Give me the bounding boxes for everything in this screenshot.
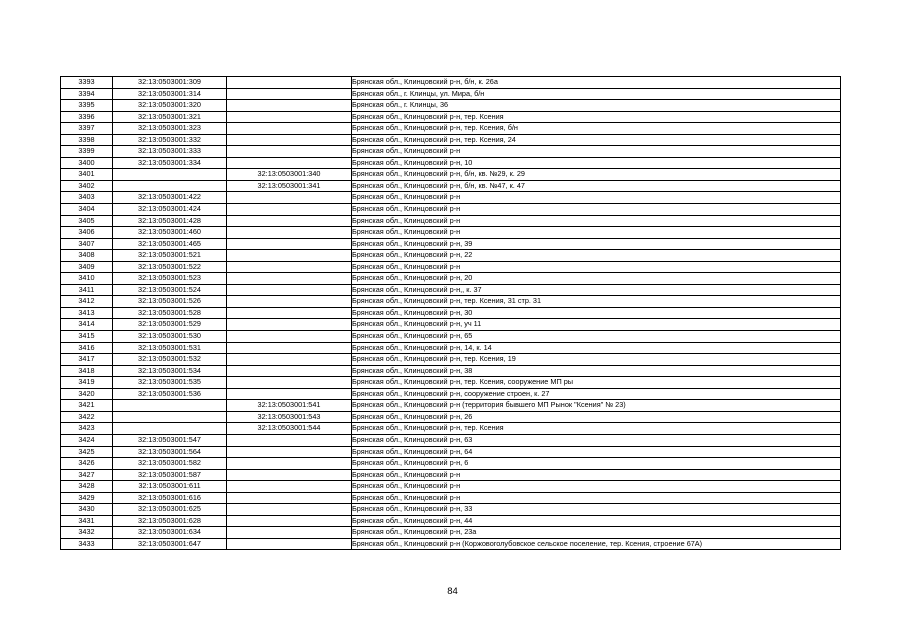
table-row	[61, 77, 841, 89]
table-row	[61, 238, 841, 250]
address-cell: Брянская обл., Клинцовский р-н	[352, 204, 841, 216]
row-number-cell: 3396	[61, 111, 113, 123]
cadastral-number-cell: 32:13:0503001:333	[113, 146, 227, 158]
cadastral-number-alt-cell	[227, 365, 352, 377]
address-cell: Брянская обл., Клинцовский р-н	[352, 481, 841, 493]
row-number-cell: 3428	[61, 481, 113, 493]
table-row	[61, 111, 841, 123]
cadastral-number-alt-cell: 32:13:0503001:340	[227, 169, 352, 181]
table-row	[61, 146, 841, 158]
address-cell: Брянская обл., Клинцовский р-н	[352, 469, 841, 481]
table-row	[61, 296, 841, 308]
cadastral-number-cell	[113, 411, 227, 423]
cadastral-number-cell: 32:13:0503001:526	[113, 296, 227, 308]
row-number-cell: 3404	[61, 204, 113, 216]
row-number-cell: 3405	[61, 215, 113, 227]
cadastral-number-cell: 32:13:0503001:611	[113, 481, 227, 493]
cadastral-number-alt-cell	[227, 111, 352, 123]
cadastral-number-alt-cell	[227, 88, 352, 100]
row-number-cell: 3408	[61, 250, 113, 262]
table-row	[61, 215, 841, 227]
cadastral-number-alt-cell	[227, 307, 352, 319]
address-cell: Брянская обл., Клинцовский р-н	[352, 215, 841, 227]
table-row	[61, 538, 841, 550]
cadastral-number-cell: 32:13:0503001:625	[113, 504, 227, 516]
address-cell: Брянская обл., Клинцовский р-н, 6	[352, 458, 841, 470]
row-number-cell: 3401	[61, 169, 113, 181]
row-number-cell: 3397	[61, 123, 113, 135]
table-row	[61, 273, 841, 285]
row-number-cell: 3409	[61, 261, 113, 273]
table-row	[61, 411, 841, 423]
table-row	[61, 123, 841, 135]
address-cell: Брянская обл., г. Клинцы, ул. Мира, б/н	[352, 88, 841, 100]
table-row	[61, 100, 841, 112]
row-number-cell: 3410	[61, 273, 113, 285]
cadastral-number-alt-cell	[227, 157, 352, 169]
address-cell: Брянская обл., Клинцовский р-н, б/н, к. 26а	[352, 77, 841, 89]
cadastral-number-alt-cell	[227, 388, 352, 400]
row-number-cell: 3416	[61, 342, 113, 354]
address-cell: Брянская обл., Клинцовский р-н	[352, 146, 841, 158]
cadastral-number-alt-cell	[227, 342, 352, 354]
row-number-cell: 3418	[61, 365, 113, 377]
table-row	[61, 88, 841, 100]
row-number-cell: 3414	[61, 319, 113, 331]
table-row	[61, 423, 841, 435]
address-cell: Брянская обл., Клинцовский р-н, 44	[352, 515, 841, 527]
table-row	[61, 504, 841, 516]
address-cell: Брянская обл., Клинцовский р-н, 64	[352, 446, 841, 458]
cadastral-number-cell	[113, 400, 227, 412]
table-row	[61, 307, 841, 319]
cadastral-number-cell: 32:13:0503001:529	[113, 319, 227, 331]
row-number-cell: 3426	[61, 458, 113, 470]
cadastral-number-cell: 32:13:0503001:428	[113, 215, 227, 227]
cadastral-number-cell: 32:13:0503001:422	[113, 192, 227, 204]
cadastral-number-cell	[113, 180, 227, 192]
cadastral-number-cell: 32:13:0503001:564	[113, 446, 227, 458]
address-cell: Брянская обл., Клинцовский р-н, тер. Ксения, сооружение МП ры	[352, 377, 841, 389]
address-cell: Брянская обл., Клинцовский р-н, 22	[352, 250, 841, 262]
address-cell: Брянская обл., Клинцовский р-н, 38	[352, 365, 841, 377]
cadastral-number-cell: 32:13:0503001:535	[113, 377, 227, 389]
row-number-cell: 3415	[61, 331, 113, 343]
cadastral-number-alt-cell	[227, 261, 352, 273]
cadastral-number-alt-cell	[227, 296, 352, 308]
table-row	[61, 354, 841, 366]
cadastral-number-alt-cell: 32:13:0503001:543	[227, 411, 352, 423]
cadastral-number-alt-cell	[227, 100, 352, 112]
row-number-cell: 3430	[61, 504, 113, 516]
cadastral-number-alt-cell	[227, 527, 352, 539]
cadastral-number-cell: 32:13:0503001:532	[113, 354, 227, 366]
table-row	[61, 469, 841, 481]
table-row	[61, 261, 841, 273]
address-cell: Брянская обл., Клинцовский р-н, сооружение строен, к. 27	[352, 388, 841, 400]
cadastral-number-cell: 32:13:0503001:320	[113, 100, 227, 112]
address-cell: Брянская обл., Клинцовский р-н	[352, 192, 841, 204]
cadastral-number-cell: 32:13:0503001:530	[113, 331, 227, 343]
row-number-cell: 3417	[61, 354, 113, 366]
cadastral-number-alt-cell	[227, 377, 352, 389]
cadastral-number-cell: 32:13:0503001:536	[113, 388, 227, 400]
cadastral-number-alt-cell	[227, 215, 352, 227]
cadastral-number-cell: 32:13:0503001:528	[113, 307, 227, 319]
address-cell: Брянская обл., Клинцовский р-н	[352, 492, 841, 504]
table-row	[61, 365, 841, 377]
cadastral-number-alt-cell	[227, 504, 352, 516]
address-cell: Брянская обл., Клинцовский р-н, 23а	[352, 527, 841, 539]
cadastral-number-cell	[113, 169, 227, 181]
address-cell: Брянская обл., Клинцовский р-н, тер. Ксения, 19	[352, 354, 841, 366]
cadastral-number-alt-cell	[227, 227, 352, 239]
row-number-cell: 3419	[61, 377, 113, 389]
table-row	[61, 400, 841, 412]
cadastral-number-cell: 32:13:0503001:309	[113, 77, 227, 89]
cadastral-number-alt-cell	[227, 134, 352, 146]
address-cell: Брянская обл., Клинцовский р-н, 26	[352, 411, 841, 423]
address-cell: Брянская обл., Клинцовский р-н, тер. Ксения, 24	[352, 134, 841, 146]
address-cell: Брянская обл., Клинцовский р-н, 63	[352, 434, 841, 446]
cadastral-number-alt-cell	[227, 250, 352, 262]
cadastral-number-cell: 32:13:0503001:334	[113, 157, 227, 169]
row-number-cell: 3433	[61, 538, 113, 550]
table-row	[61, 250, 841, 262]
address-cell: Брянская обл., Клинцовский р-н, 39	[352, 238, 841, 250]
cadastral-number-alt-cell	[227, 273, 352, 285]
cadastral-number-cell: 32:13:0503001:521	[113, 250, 227, 262]
registry-table-body	[61, 77, 841, 550]
row-number-cell: 3394	[61, 88, 113, 100]
row-number-cell: 3422	[61, 411, 113, 423]
row-number-cell: 3399	[61, 146, 113, 158]
cadastral-number-alt-cell: 32:13:0503001:541	[227, 400, 352, 412]
row-number-cell: 3431	[61, 515, 113, 527]
address-cell: Брянская обл., Клинцовский р-н, 20	[352, 273, 841, 285]
table-row	[61, 434, 841, 446]
address-cell: Брянская обл., Клинцовский р-н, тер. Ксения, 31 стр. 31	[352, 296, 841, 308]
cadastral-number-cell: 32:13:0503001:424	[113, 204, 227, 216]
cadastral-number-alt-cell	[227, 354, 352, 366]
cadastral-number-cell: 32:13:0503001:323	[113, 123, 227, 135]
table-row	[61, 319, 841, 331]
cadastral-number-cell: 32:13:0503001:531	[113, 342, 227, 354]
row-number-cell: 3423	[61, 423, 113, 435]
address-cell: Брянская обл., Клинцовский р-н, б/н, кв. №29, к. 29	[352, 169, 841, 181]
table-row	[61, 377, 841, 389]
row-number-cell: 3402	[61, 180, 113, 192]
cadastral-number-alt-cell: 32:13:0503001:341	[227, 180, 352, 192]
table-row	[61, 284, 841, 296]
row-number-cell: 3429	[61, 492, 113, 504]
table-row	[61, 204, 841, 216]
table-row	[61, 388, 841, 400]
table-row	[61, 527, 841, 539]
row-number-cell: 3425	[61, 446, 113, 458]
cadastral-number-alt-cell	[227, 446, 352, 458]
address-cell: Брянская обл., Клинцовский р-н, уч 11	[352, 319, 841, 331]
address-cell: Брянская обл., г. Клинцы, 36	[352, 100, 841, 112]
address-cell: Брянская обл., Клинцовский р-н, тер. Ксения, б/н	[352, 123, 841, 135]
row-number-cell: 3406	[61, 227, 113, 239]
cadastral-number-cell: 32:13:0503001:582	[113, 458, 227, 470]
cadastral-number-cell: 32:13:0503001:547	[113, 434, 227, 446]
address-cell: Брянская обл., Клинцовский р-н, тер. Ксения	[352, 111, 841, 123]
cadastral-number-alt-cell	[227, 481, 352, 493]
row-number-cell: 3420	[61, 388, 113, 400]
table-row	[61, 180, 841, 192]
address-cell: Брянская обл., Клинцовский р-н (территория бывшего МП Рынок "Ксения" № 23)	[352, 400, 841, 412]
cadastral-number-cell: 32:13:0503001:314	[113, 88, 227, 100]
table-row	[61, 458, 841, 470]
cadastral-number-alt-cell	[227, 458, 352, 470]
row-number-cell: 3421	[61, 400, 113, 412]
cadastral-number-alt-cell	[227, 469, 352, 481]
table-row	[61, 134, 841, 146]
cadastral-number-alt-cell: 32:13:0503001:544	[227, 423, 352, 435]
cadastral-number-alt-cell	[227, 331, 352, 343]
address-cell: Брянская обл., Клинцовский р-н	[352, 227, 841, 239]
table-row	[61, 227, 841, 239]
cadastral-number-alt-cell	[227, 319, 352, 331]
row-number-cell: 3393	[61, 77, 113, 89]
cadastral-number-cell: 32:13:0503001:523	[113, 273, 227, 285]
table-row	[61, 331, 841, 343]
row-number-cell: 3413	[61, 307, 113, 319]
cadastral-number-cell: 32:13:0503001:534	[113, 365, 227, 377]
cadastral-number-alt-cell	[227, 515, 352, 527]
address-cell: Брянская обл., Клинцовский р-н, 65	[352, 331, 841, 343]
cadastral-number-cell: 32:13:0503001:647	[113, 538, 227, 550]
table-row	[61, 192, 841, 204]
address-cell: Брянская обл., Клинцовский р-н (Коржовоголубовское сельское поселение, тер. Ксения, строение 67А)	[352, 538, 841, 550]
row-number-cell: 3427	[61, 469, 113, 481]
cadastral-number-cell: 32:13:0503001:634	[113, 527, 227, 539]
row-number-cell: 3395	[61, 100, 113, 112]
row-number-cell: 3403	[61, 192, 113, 204]
cadastral-number-cell: 32:13:0503001:460	[113, 227, 227, 239]
address-cell: Брянская обл., Клинцовский р-н, б/н, кв. №47, к. 47	[352, 180, 841, 192]
row-number-cell: 3398	[61, 134, 113, 146]
row-number-cell: 3400	[61, 157, 113, 169]
cadastral-number-alt-cell	[227, 238, 352, 250]
cadastral-number-alt-cell	[227, 538, 352, 550]
cadastral-number-alt-cell	[227, 284, 352, 296]
cadastral-number-cell: 32:13:0503001:628	[113, 515, 227, 527]
page-number: 84	[447, 586, 458, 597]
cadastral-number-cell	[113, 423, 227, 435]
table-row	[61, 157, 841, 169]
address-cell: Брянская обл., Клинцовский р-н, 33	[352, 504, 841, 516]
address-cell: Брянская обл., Клинцовский р-н	[352, 261, 841, 273]
table-row	[61, 515, 841, 527]
table-row	[61, 342, 841, 354]
address-cell: Брянская обл., Клинцовский р-н, 14, к. 14	[352, 342, 841, 354]
address-cell: Брянская обл., Клинцовский р-н, тер. Ксения	[352, 423, 841, 435]
row-number-cell: 3412	[61, 296, 113, 308]
cadastral-number-alt-cell	[227, 123, 352, 135]
address-cell: Брянская обл., Клинцовский р-н, 10	[352, 157, 841, 169]
cadastral-number-alt-cell	[227, 77, 352, 89]
cadastral-number-cell: 32:13:0503001:332	[113, 134, 227, 146]
cadastral-number-cell: 32:13:0503001:616	[113, 492, 227, 504]
row-number-cell: 3407	[61, 238, 113, 250]
cadastral-number-cell: 32:13:0503001:465	[113, 238, 227, 250]
cadastral-number-cell: 32:13:0503001:587	[113, 469, 227, 481]
table-row	[61, 481, 841, 493]
cadastral-number-cell: 32:13:0503001:522	[113, 261, 227, 273]
table-row	[61, 492, 841, 504]
cadastral-number-alt-cell	[227, 146, 352, 158]
address-cell: Брянская обл., Клинцовский р-н, 30	[352, 307, 841, 319]
row-number-cell: 3411	[61, 284, 113, 296]
cadastral-number-alt-cell	[227, 434, 352, 446]
cadastral-number-alt-cell	[227, 192, 352, 204]
row-number-cell: 3432	[61, 527, 113, 539]
cadastral-number-cell: 32:13:0503001:524	[113, 284, 227, 296]
address-cell: Брянская обл., Клинцовский р-н,, к. 37	[352, 284, 841, 296]
table-row	[61, 169, 841, 181]
row-number-cell: 3424	[61, 434, 113, 446]
cadastral-number-alt-cell	[227, 492, 352, 504]
registry-table	[60, 76, 841, 550]
table-row	[61, 446, 841, 458]
cadastral-number-cell: 32:13:0503001:321	[113, 111, 227, 123]
cadastral-number-alt-cell	[227, 204, 352, 216]
